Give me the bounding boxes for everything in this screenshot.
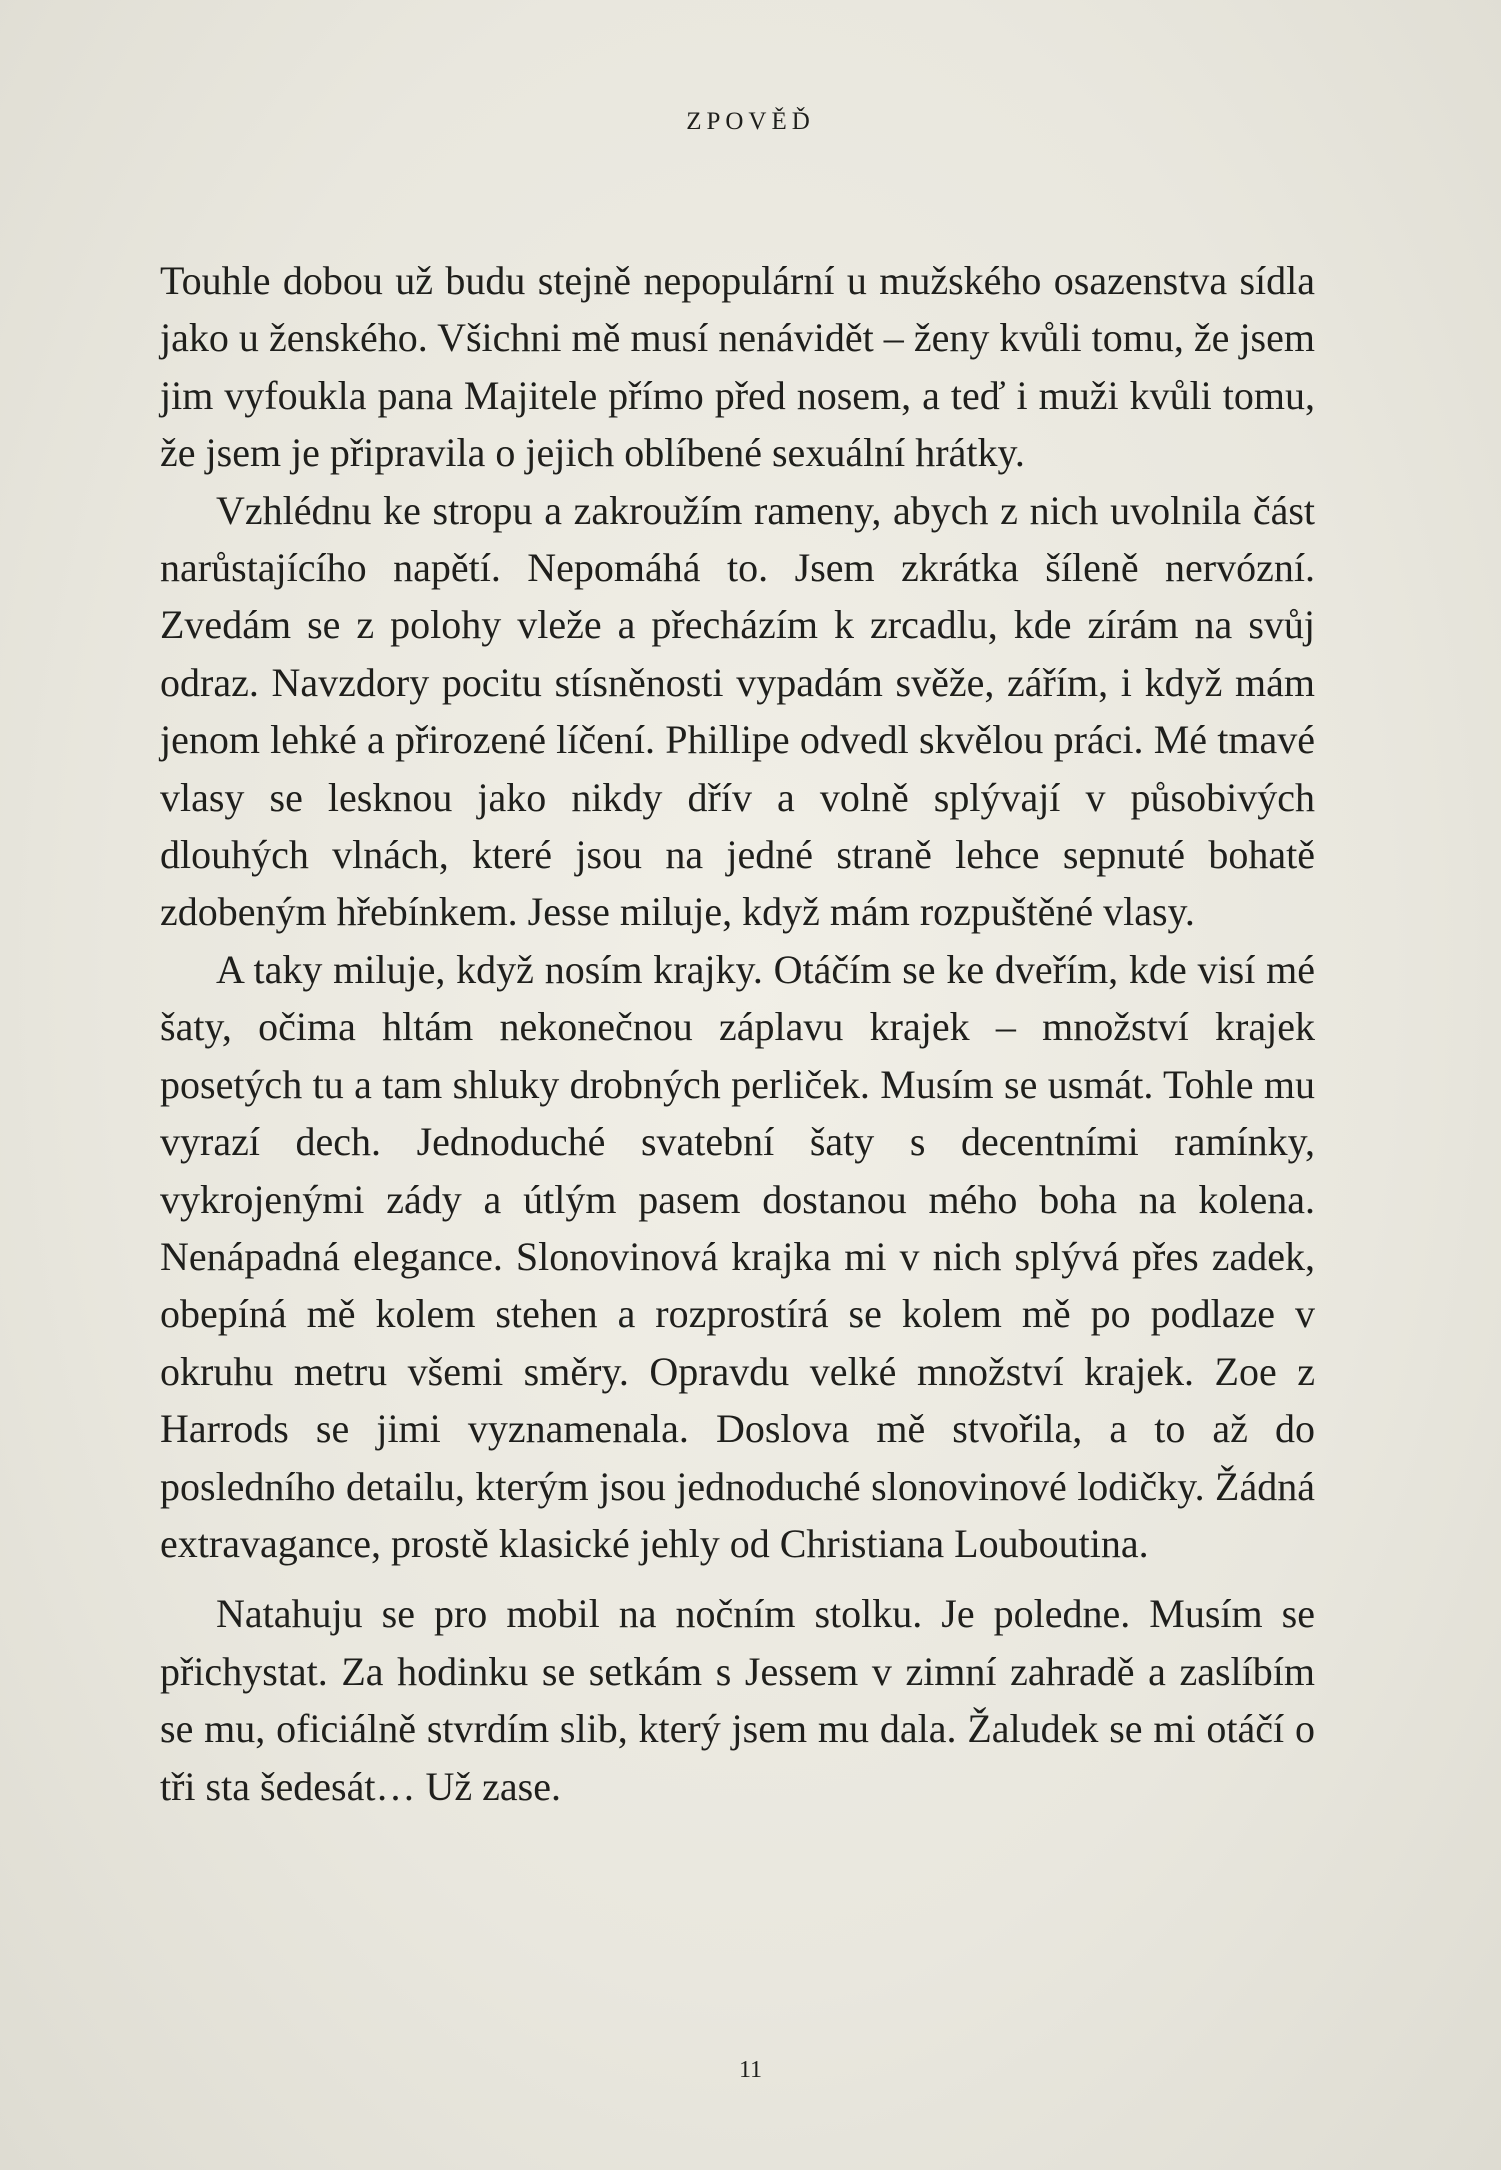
running-title: ZPOVĚĎ — [686, 108, 815, 135]
page-number: 11 — [738, 2057, 763, 2083]
body-text — [160, 252, 1315, 1815]
paragraph-2: Vzhlédnu ke stropu a zakroužím rameny, abych z nich uvolnila část narůstajícího napětí. Nepomáhá to. Jsem zkrátka šíleně nervózní. Zvedám se z polohy vleže a přecházím k zrcadlu, kde zírám na svůj odraz. Navzdory pocitu stísněnosti vypadám svěže, zářím, i když mám jenom lehké a přirozené líčení. Phillipe odvedl skvělou práci. Mé tmavé vlasy se lesknou jako nikdy dřív a volně splývají v působivých dlouhých vlnách, které jsou na jedné straně lehce sepnuté bohatě zdobeným hřebínkem. Jesse miluje, když mám rozpuštěné vlasy. — [160, 487, 1315, 935]
paragraph-3: A taky miluje, když nosím krajky. Otáčím se ke dveřím, kde visí mé šaty, očima hltám nekonečnou záplavu krajek – množství krajek posetých tu a tam shluky drobných perliček. Musím se usmát. Tohle mu vyrazí dech. Jednoduché svatební šaty s decentními ramínky, vykrojenými zády a útlým pasem dostanou mého boha na kolena. Nenápadná elegance. Slonovinová krajka mi v nich splývá přes zadek, obepíná mě kolem stehen a rozprostírá se kolem mě po podlaze v okruhu metru všemi směry. Opravdu velké množství krajek. Zoe z Harrods se jimi vyznamenala. Doslova mě stvořila, a to až do posledního detailu, kterým jsou jednoduché slonovinové lodičky. Žádná extravagance, prostě klasické jehly od Christiana Louboutina. — [160, 946, 1315, 1566]
paragraph-1: Touhle dobou už budu stejně nepopulární u mužského osazenstva sídla jako u ženského. Všichni mě musí nenávidět – ženy kvůli tomu, že jsem jim vyfoukla pana Majitele přímo před nosem, a teď i muži kvůli tomu, že jsem je připravila o jejich oblíbené sexuální hrátky. — [160, 258, 1315, 476]
paragraph-4: Natahuju se pro mobil na nočním stolku. Je poledne. Musím se přichystat. Za hodinku se setkám s Jessem v zimní zahradě a zaslíbím se mu, oficiálně stvrdím slib, který jsem mu dala. Žaludek se mi otáčí o tři sta šedesát… Už zase. — [160, 1591, 1315, 1809]
